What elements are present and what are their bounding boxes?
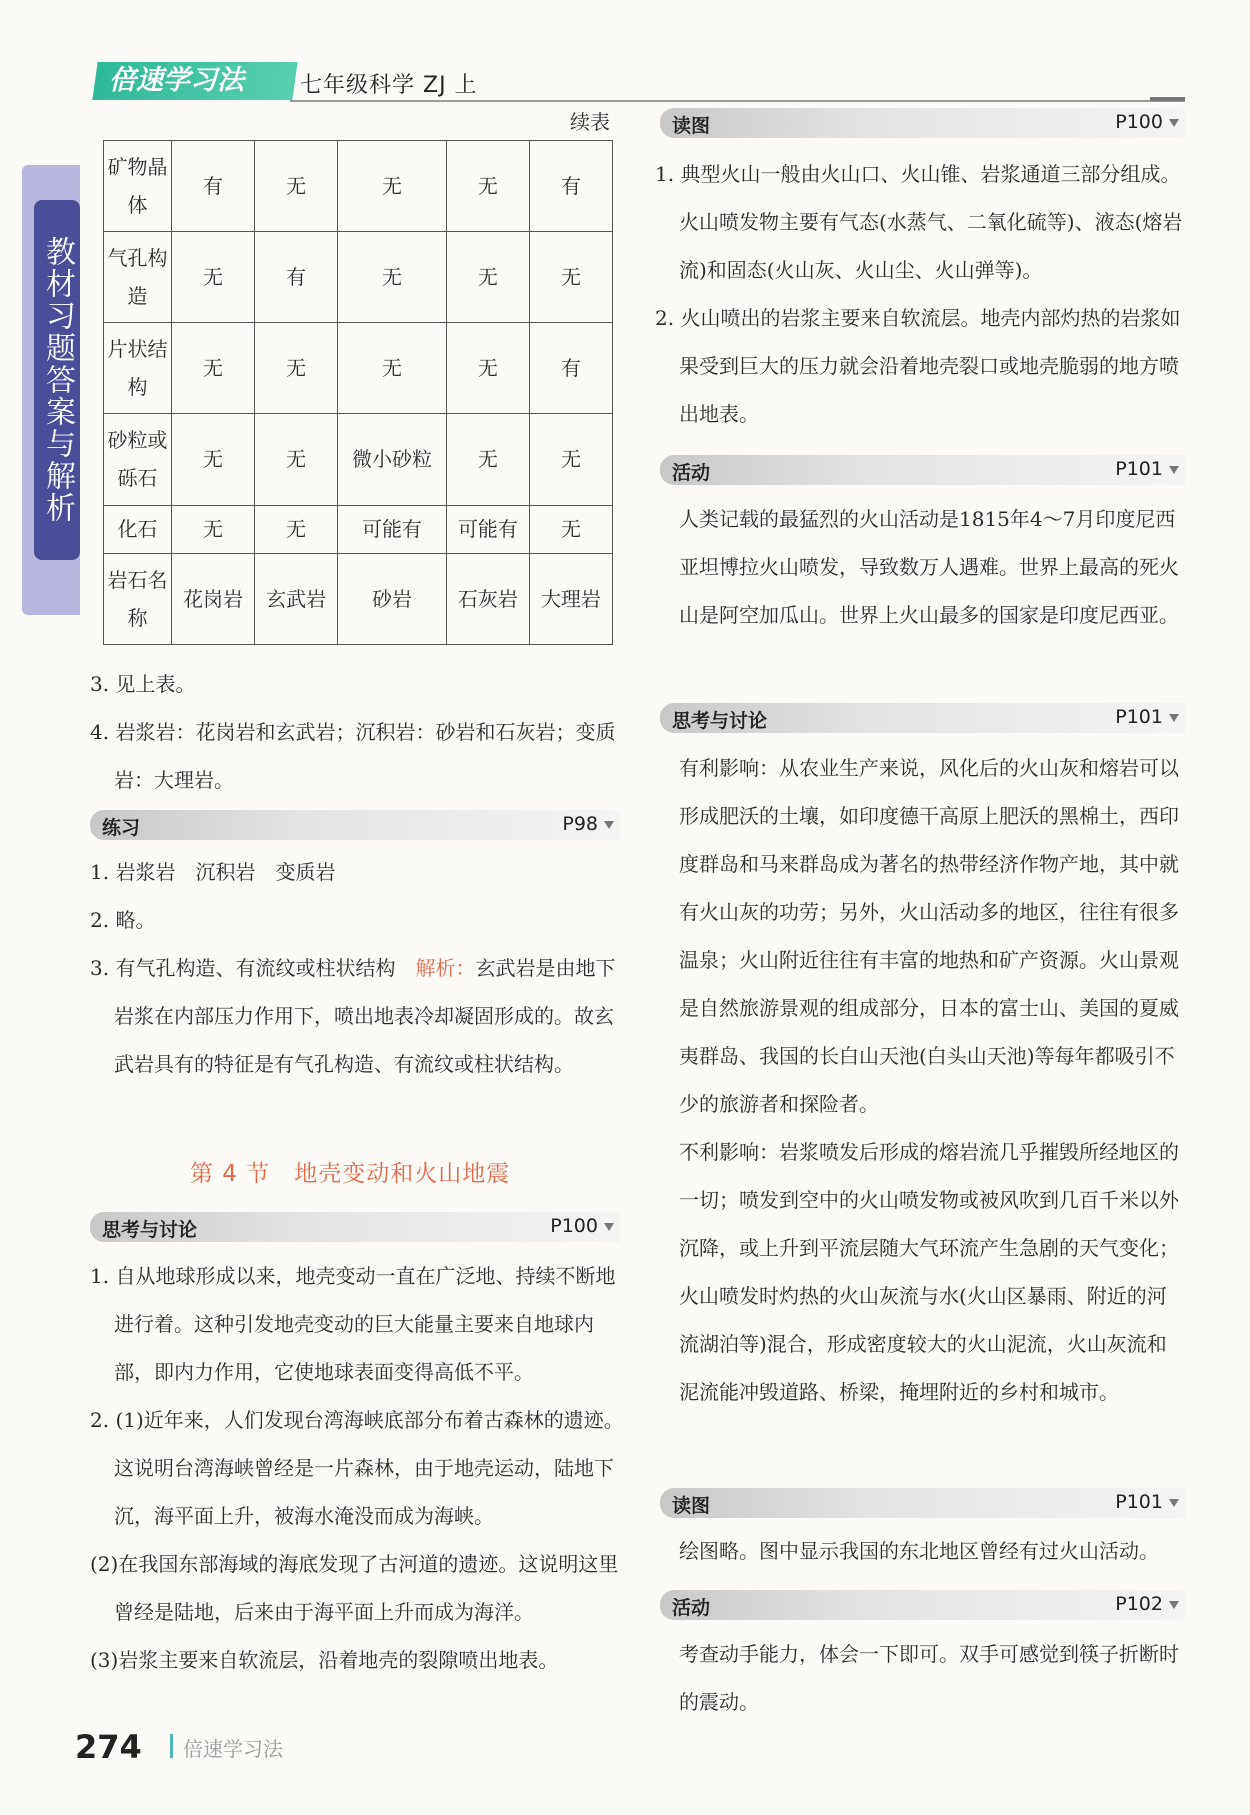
discuss-item-1: 1. 自从地球形成以来，地壳变动一直在广泛地、持续不断地进行着。这种引发地壳变动的巨大能量主要来自地球内部，即内力作用，它使地球表面变得高低不平。 [90,1264,616,1384]
answer-item-4: 4. 岩浆岩：花岗岩和玄武岩；沉积岩：砂岩和石灰岩；变质岩：大理岩。 [90,720,616,792]
section-bar-activity-2 [660,1590,1185,1620]
read-1-answers [655,150,1185,438]
table-cell: 有 [529,323,612,414]
practice-item-3-answer: 3. 有气孔构造、有流纹或柱状结构 [90,956,416,980]
table-cell: 玄武岩 [255,553,338,644]
discuss-2-negative: 不利影响：岩浆喷发后形成的熔岩流几乎摧毁所经地区的一切；喷发到空中的火山喷发物或被风吹到几百千米以外沉降，或上升到平流层随大气环流产生急剧的天气变化；火山喷发时灼热的火山灰流与水(火山区暴雨、附近的河流湖泊等)混合，形成密度较大的火山泥流，火山灰流和泥流能冲毁道路、桥梁，掩埋附近的乡村和城市。 [679,1140,1179,1404]
table-cell: 大理岩 [529,553,612,644]
section-title: 读图 [672,115,711,137]
activity-1-text: 人类记载的最猛烈的火山活动是1815年4～7月印度尼西亚坦博拉火山喷发，导致数万人遇难。世界上最高的死火山是阿空加瓜山。世界上火山最多的国家是印度尼西亚。 [679,507,1179,627]
discuss-answers [90,1252,625,1684]
table-cell: 石灰岩 [446,553,529,644]
row-header: 化石 [104,505,172,553]
table-cell: 有 [529,141,612,232]
chevron-down-icon [604,821,614,829]
table-cell: 可能有 [446,505,529,553]
chapter-title: 第 4 节 地壳变动和火山地震 [190,1161,511,1187]
table-cell: 无 [255,323,338,414]
row-header: 岩石名称 [104,553,172,644]
row-header: 气孔构造 [104,232,172,323]
practice-answers [90,848,625,1088]
table-row [104,323,613,414]
table-row [104,505,613,553]
section-page: P98 [562,813,598,835]
analysis-label: 解析： [415,956,476,980]
practice-item-3-analysis: 玄武岩是由地下岩浆在内部压力作用下，喷出地表冷却凝固形成的。故玄武岩具有的特征是有气孔构造、有流纹或柱状结构。 [114,956,616,1076]
section-title: 读图 [672,1495,711,1517]
table-cell: 无 [172,232,255,323]
discuss-item-2b: (2)在我国东部海域的海底发现了古河道的遗迹。这说明这里曾经是陆地，后来由于海平面上升而成为海洋。 [90,1552,619,1624]
footer-label: 倍速学习法 [183,1737,283,1761]
section-page: P101 [1115,1491,1163,1513]
brand-logo: 倍速学习法 [92,62,297,100]
chevron-down-icon [1169,714,1179,722]
footer-divider [170,1734,173,1758]
section-bar-read-1 [660,108,1185,138]
page-number: 274 [75,1728,142,1766]
section-title: 思考与讨论 [672,710,768,732]
row-header: 砂粒或砾石 [104,414,172,505]
chevron-down-icon [1169,1601,1179,1609]
chevron-down-icon [604,1223,614,1231]
table-cell: 无 [446,232,529,323]
chevron-down-icon [1169,1499,1179,1507]
table-row [104,141,613,232]
table-cell: 无 [529,414,612,505]
table-cell: 无 [446,323,529,414]
table-cell: 无 [529,505,612,553]
section-page: P100 [1115,111,1163,133]
discuss-item-2c: (3)岩浆主要来自软流层，沿着地壳的裂隙喷出地表。 [90,1648,559,1672]
table-cell: 砂岩 [338,553,447,644]
section-bar-read-2 [660,1488,1185,1518]
section-title: 活动 [672,1597,711,1619]
chevron-down-icon [1169,466,1179,474]
table-cell: 无 [446,414,529,505]
table-cell: 有 [172,141,255,232]
read-2-text: 绘图略。图中显示我国的东北地区曾经有过火山活动。 [679,1539,1159,1563]
table-cell: 无 [255,141,338,232]
table-cell: 无 [446,141,529,232]
table-row [104,553,613,644]
discuss-2-text [679,744,1185,1416]
read-1-item-2: 2. 火山喷出的岩浆主要来自软流层。地壳内部灼热的岩浆如果受到巨大的压力就会沿着地壳裂口或地壳脆弱的地方喷出地表。 [655,306,1181,426]
table-cell: 无 [338,141,447,232]
discuss-2-positive: 有利影响：从农业生产来说，风化后的火山灰和熔岩可以形成肥沃的土壤，如印度德干高原上肥沃的黑棉土，西印度群岛和马来群岛成为著名的热带经济作物产地，其中就有火山灰的功劳；另外，火山活动多的地区，往往有很多温泉；火山附近往往有丰富的地热和矿产资源。火山景观是自然旅游景观的组成部分，日本的富士山、美国的夏威夷群岛、我国的长白山天池(白头山天池)等每年都吸引不少的旅游者和探险者。 [679,756,1179,1116]
practice-item-1: 1. 岩浆岩 沉积岩 变质岩 [90,860,336,884]
rock-table [103,140,613,645]
table-cell: 无 [338,232,447,323]
section-bar-discuss [90,1212,620,1242]
discuss-item-2: 2. (1)近年来，人们发现台湾海峡底部分布着古森林的遗迹。这说明台湾海峡曾经是一片森林，由于地壳运动，陆地下沉，海平面上升，被海水淹没而成为海峡。 [90,1408,624,1528]
table-row [104,232,613,323]
table-cell: 无 [255,414,338,505]
section-title: 活动 [672,462,711,484]
side-tab-label: 教材习题答案与解析 [34,200,80,560]
section-title: 思考与讨论 [102,1219,198,1241]
read-1-item-1: 1. 典型火山一般由火山口、火山锥、岩浆通道三部分组成。火山喷发物主要有气态(水蒸气、二氧化硫等)、液态(熔岩流)和固态(火山灰、火山尘、火山弹等)。 [655,162,1183,282]
table-cell: 无 [172,323,255,414]
table-cell: 无 [338,323,447,414]
section-bar-discuss-2 [660,703,1185,733]
table-cell: 微小砂粒 [338,414,447,505]
chevron-down-icon [1169,119,1179,127]
practice-item-3 [90,944,625,1088]
section-page: P101 [1115,706,1163,728]
section-bar-activity-1 [660,455,1185,485]
left-answers [90,660,625,804]
header-divider-mark [1150,97,1185,101]
table-cell: 花岗岩 [172,553,255,644]
continue-label: 续表 [570,110,610,134]
section-page: P101 [1115,458,1163,480]
section-title: 练习 [102,817,141,839]
section-page: P100 [550,1215,598,1237]
table-cell: 无 [172,414,255,505]
table-cell: 无 [529,232,612,323]
header-subtitle: 七年级科学 ZJ 上 [300,73,478,98]
row-header: 矿物晶体 [104,141,172,232]
practice-item-2: 2. 略。 [90,908,156,932]
section-page: P102 [1115,1593,1163,1615]
row-header: 片状结构 [104,323,172,414]
table-cell: 无 [255,505,338,553]
table-cell: 有 [255,232,338,323]
table-cell: 无 [172,505,255,553]
table-row [104,414,613,505]
activity-2-text: 考查动手能力，体会一下即可。双手可感觉到筷子折断时的震动。 [679,1642,1179,1714]
section-bar-practice [90,810,620,840]
header-divider [290,100,1185,102]
table-cell: 可能有 [338,505,447,553]
answer-item-3: 3. 见上表。 [90,672,196,696]
